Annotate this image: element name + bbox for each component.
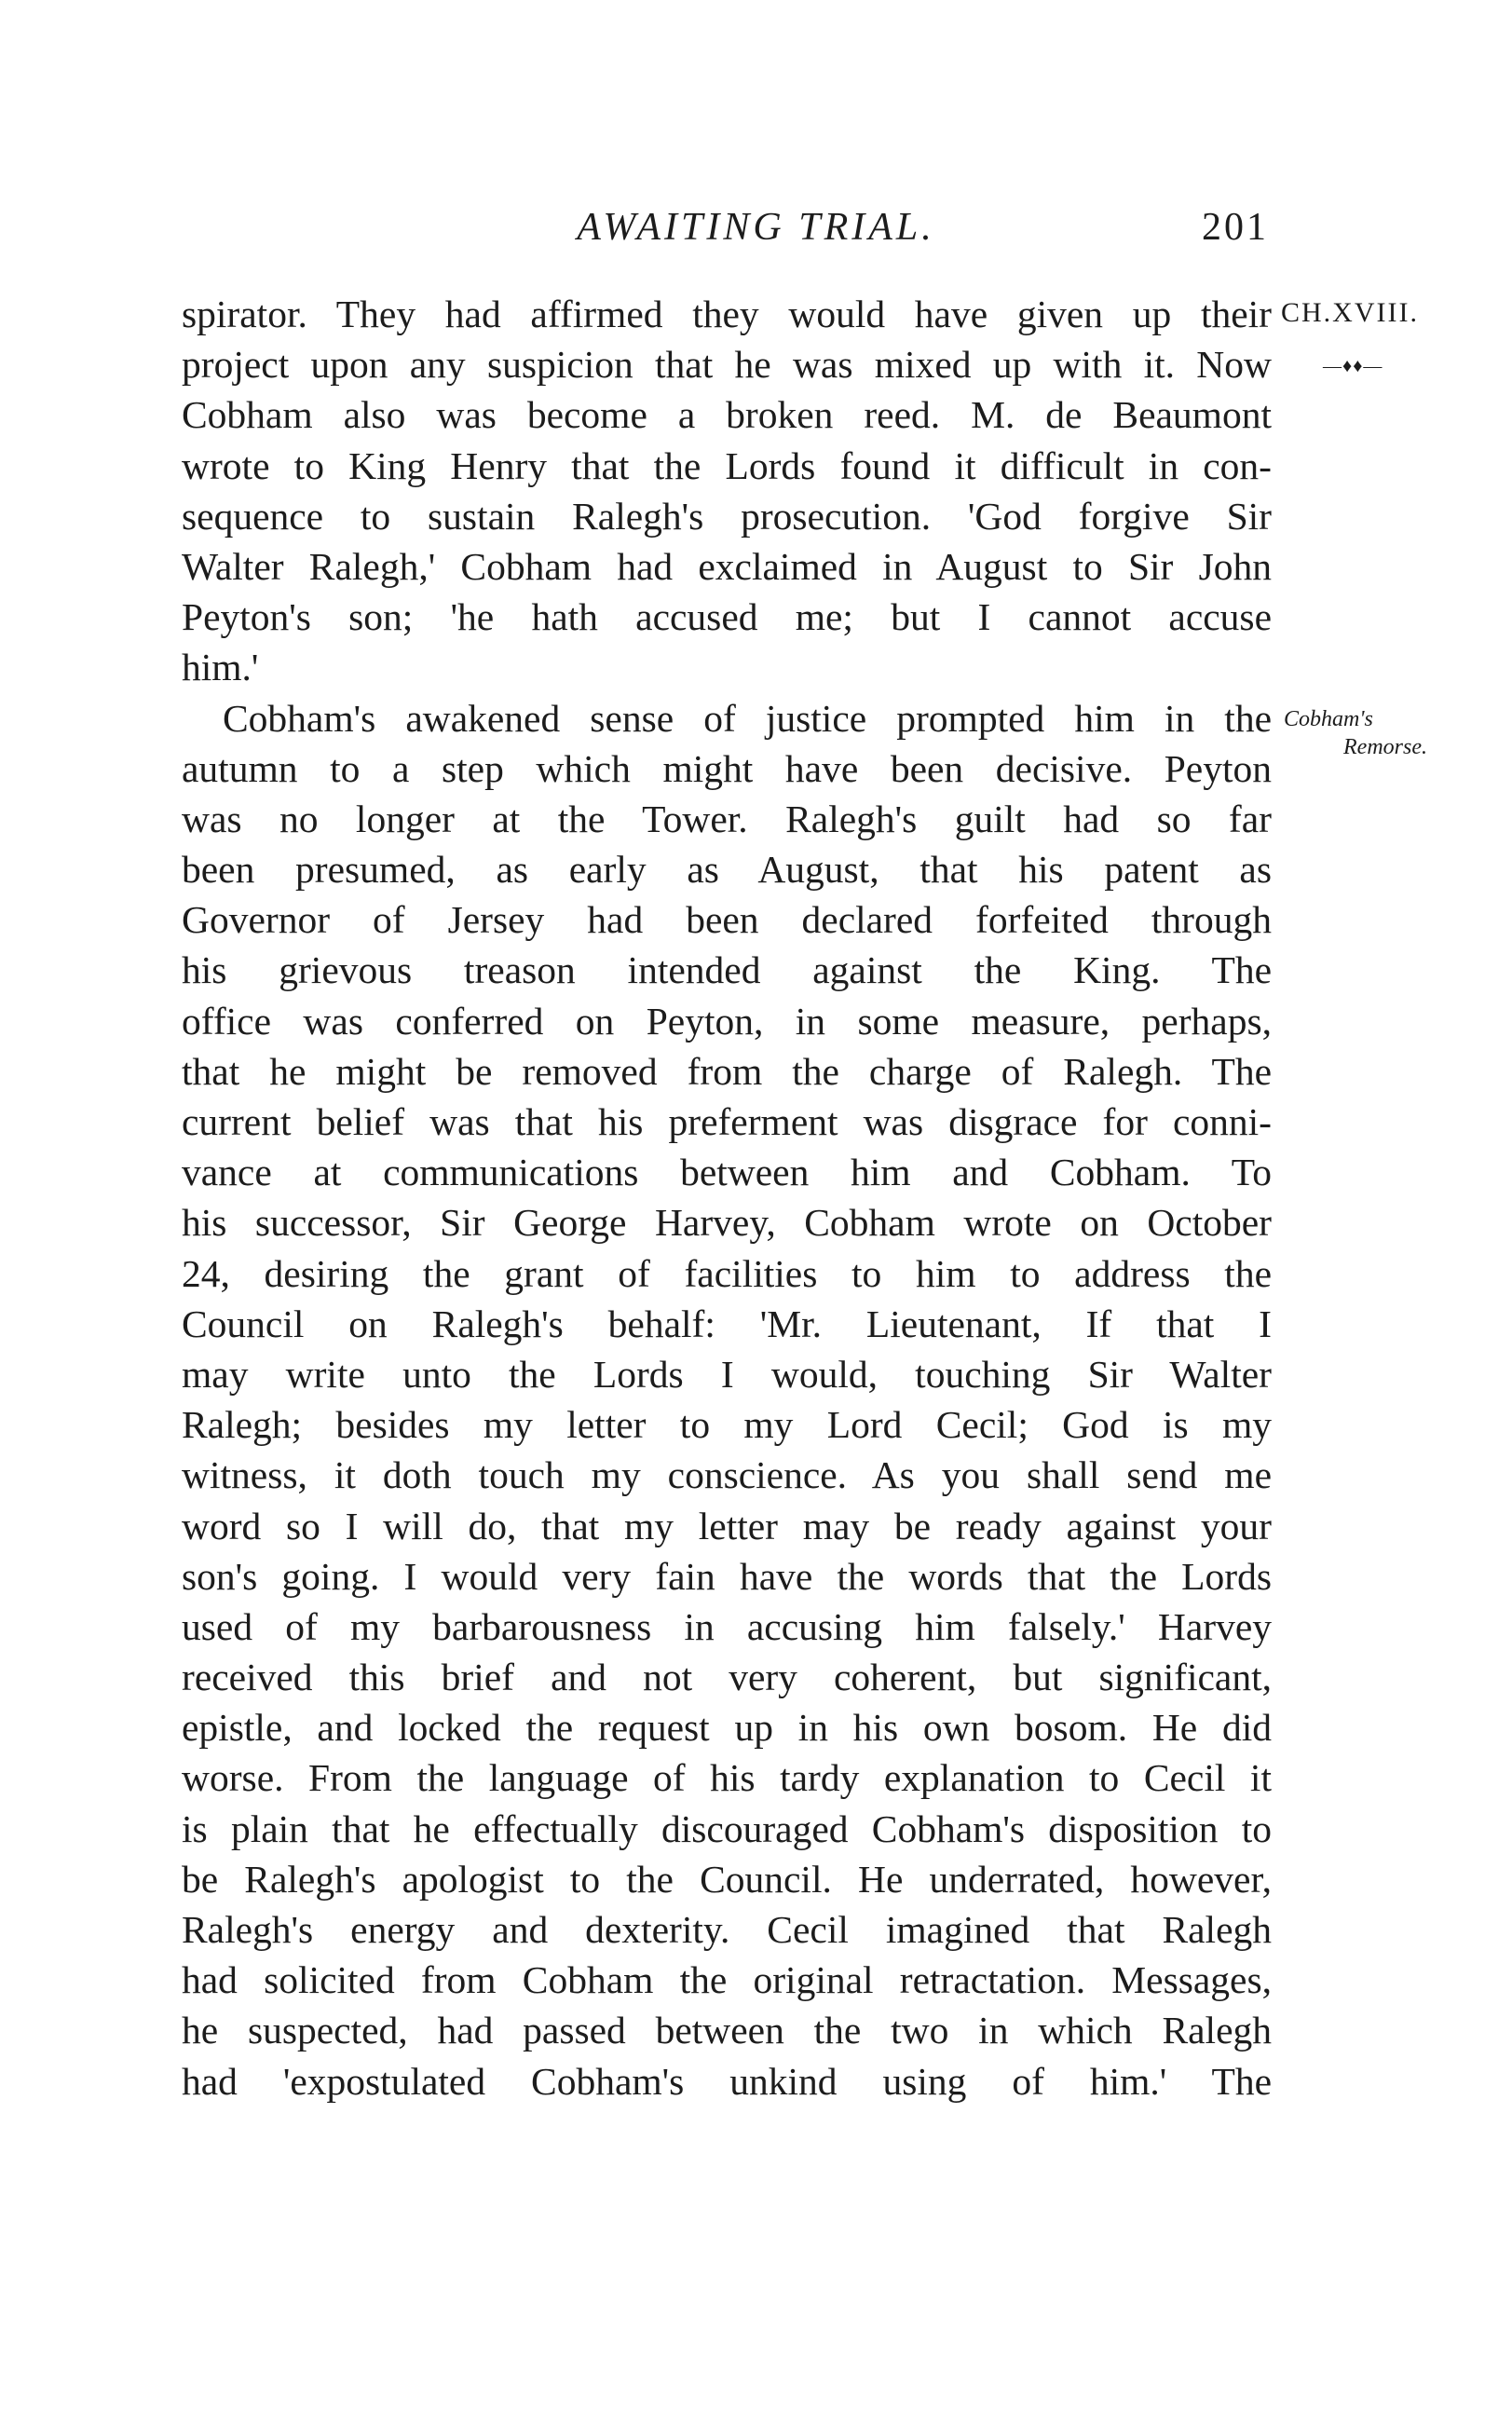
text-line: Cobham's awakened sense of justice prompted him in the [223,696,1272,740]
text-line: had solicited from Cobham the original retractation. Messages, [182,1958,1272,2002]
text-line: he suspected, had passed between the two in which Ralegh [182,2009,1272,2052]
text-line: Cobham also was become a broken reed. M. de Beaumont [182,393,1272,437]
text-line: his successor, Sir George Harvey, Cobham wrote on October [182,1201,1272,1245]
text-line: was no longer at the Tower. Ralegh's guilt had so far [182,797,1272,840]
text-line: him.' [182,646,259,689]
text-line: witness, it doth touch my conscience. As you shall send me [182,1453,1272,1497]
text-line: son's going. I would very fain have the words that the Lords [182,1554,1272,1598]
text-line: received this brief and not very coherent, but significant, [182,1656,1272,1699]
text-line: Council on Ralegh's behalf: 'Mr. Lieutenant, If that I [182,1302,1272,1345]
text-line: be Ralegh's apologist to the Council. He underrated, however, [182,1857,1272,1901]
text-line: his grievous treason intended against the King. The [182,948,1272,992]
running-title: AWAITING TRIAL. [577,206,935,249]
text-line: wrote to King Henry that the Lords found it difficult in con- [182,443,1272,487]
body-text [182,289,1272,2106]
text-line: may write unto the Lords I would, touching Sir Walter [182,1352,1272,1396]
text-line: is plain that he effectually discouraged Cobham's disposition to [182,1806,1272,1850]
text-line: used of my barbarousness in accusing him falsely.' Harvey [182,1604,1272,1648]
text-line: project upon any suspicion that he was mixed up with it. Now [182,343,1272,387]
side-note-cobhams: Cobham's [1284,707,1373,731]
chapter-marginal-note: CH.XVIII. [1281,297,1419,328]
text-line: Ralegh's energy and dexterity. Cecil imagined that Ralegh [182,1908,1272,1951]
text-line: worse. From the language of his tardy explanation to Cecil it [182,1756,1272,1800]
text-line: 24, desiring the grant of facilities to him to address the [182,1251,1272,1295]
text-line: Peyton's son; 'he hath accused me; but I cannot accuse [182,595,1272,639]
text-line: office was conferred on Peyton, in some measure, perhaps, [182,999,1272,1043]
text-line: that he might be removed from the charge of Ralegh. The [182,1049,1272,1093]
page-number: 201 [1202,206,1269,249]
text-line: Governor of Jersey had been declared forfeited through [182,898,1272,942]
text-line: current belief was that his preferment was disgrace for conni- [182,1100,1272,1143]
text-line: had 'expostulated Cobham's unkind using of him.' The [182,2059,1272,2103]
text-line: autumn to a step which might have been decisive. Peyton [182,746,1272,790]
chapter-ornament-rule: —♦♦— [1323,356,1383,376]
text-line: sequence to sustain Ralegh's prosecution. 'God forgive Sir [182,494,1272,538]
text-line: Ralegh; besides my letter to my Lord Cecil; God is my [182,1403,1272,1447]
text-line: epistle, and locked the request up in his own bosom. He did [182,1706,1272,1750]
text-line: spirator. They had affirmed they would have given up their [182,293,1272,335]
text-line: been presumed, as early as August, that his patent as [182,848,1272,892]
text-line: word so I will do, that my letter may be ready against your [182,1504,1272,1547]
side-note-remorse: Remorse. [1343,735,1427,759]
text-line: Walter Ralegh,' Cobham had exclaimed in August to Sir John [182,544,1272,588]
text-line: vance at communications between him and Cobham. To [182,1151,1272,1194]
